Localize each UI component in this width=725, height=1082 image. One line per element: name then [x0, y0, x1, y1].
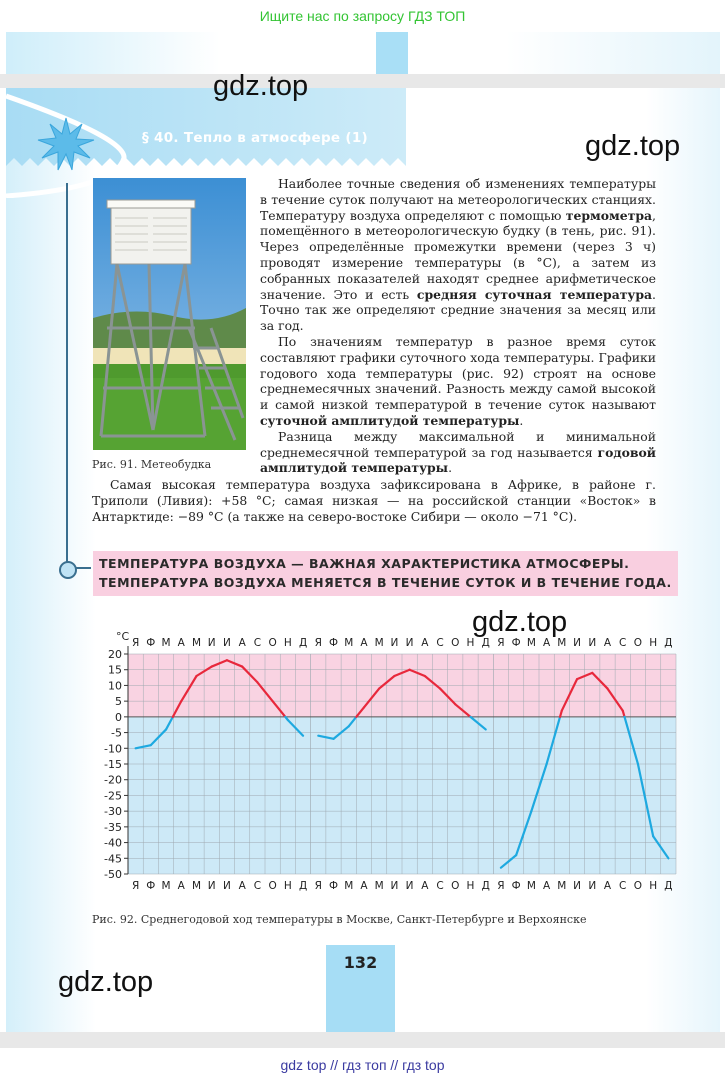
month-label-top: Ф [146, 637, 156, 649]
section-title: § 40. Тепло в атмосфере (1) [142, 130, 369, 146]
month-label-top: И [390, 637, 399, 649]
month-label-top: Ф [511, 637, 521, 649]
month-label-bottom: А [238, 880, 246, 892]
month-label-top: И [588, 637, 597, 649]
page-gap-bottom [0, 1032, 725, 1048]
month-label-bottom: И [405, 880, 414, 892]
y-tick-label: -50 [104, 868, 122, 881]
promo-header[interactable]: Ищите нас по запросу ГДЗ ТОП [0, 0, 725, 32]
month-label-top: Н [466, 637, 475, 649]
y-axis-label: °С [116, 630, 130, 643]
month-label-bottom: О [451, 880, 460, 892]
watermark-2: gdz.top [585, 130, 681, 162]
month-label-top: Д [298, 637, 308, 649]
banner-line-1: ТЕМПЕРАТУРА ВОЗДУХА — ВАЖНАЯ ХАРАКТЕРИСТИКА АТМОСФЕРЫ. [99, 556, 630, 571]
y-tick-label: -40 [104, 836, 122, 850]
month-label-bottom: Ф [511, 880, 521, 892]
month-label-bottom: И [573, 880, 581, 892]
month-label-top: Н [649, 637, 658, 649]
month-label-bottom: М [557, 880, 567, 892]
key-idea-banner [93, 551, 678, 596]
month-label-top: Ф [328, 637, 339, 649]
month-label-top: С [253, 637, 262, 649]
page-number: 132 [326, 945, 395, 1032]
month-label-top: И [405, 637, 414, 649]
month-label-top: М [161, 637, 171, 649]
paragraph-4: Самая высокая температура воздуха зафиксирована в Африке, в районе г. Триполи (Ливия): +58 °С; самая низкая — на российской станции «Восток» в Антарктиде: −89 °С (а также на северо-востоке Сибири — около −71 °С). [92, 477, 656, 524]
month-label-bottom: М [191, 880, 202, 892]
month-label-top: М [191, 637, 202, 649]
month-label-top: А [360, 637, 368, 649]
y-tick-label: -35 [104, 820, 122, 834]
month-label-bottom: С [619, 880, 627, 892]
y-tick-label: 5 [115, 695, 122, 709]
month-label-bottom: Ф [328, 880, 339, 892]
timeline-line [66, 183, 68, 568]
timeline-dot [59, 561, 77, 579]
month-label-bottom: Д [664, 880, 673, 892]
month-label-top: Н [283, 637, 292, 649]
month-label-bottom: Н [466, 880, 475, 892]
y-tick-label: -20 [104, 773, 122, 787]
month-label-bottom: И [390, 880, 399, 892]
month-label-bottom: М [161, 880, 171, 892]
month-label-top: А [543, 637, 551, 649]
month-label-top: М [344, 637, 354, 649]
month-label-top: М [557, 637, 567, 649]
month-label-bottom: А [543, 880, 551, 892]
y-tick-label: 10 [108, 679, 122, 693]
month-label-top: Я [131, 637, 140, 649]
watermark-3: gdz.top [472, 606, 568, 638]
month-label-bottom: М [344, 880, 354, 892]
y-tick-label: -30 [104, 805, 122, 819]
month-label-bottom: М [526, 880, 536, 892]
month-label-top: М [526, 637, 536, 649]
footer-links[interactable]: gdz top // гдз топ // гдз top [0, 1048, 725, 1082]
month-label-top: Я [314, 637, 322, 649]
month-label-bottom: А [421, 880, 429, 892]
month-label-bottom: О [268, 880, 277, 892]
month-label-bottom: Н [283, 880, 292, 892]
y-tick-label: -15 [104, 758, 122, 771]
month-label-top: О [451, 637, 460, 649]
month-label-bottom: С [253, 880, 262, 892]
y-tick-label: -45 [104, 852, 122, 866]
y-tick-label: 15 [108, 663, 122, 677]
month-label-bottom: О [633, 880, 643, 892]
paragraph-1: Наиболее точные сведения об изменениях температуры в течение суток получают на метеорологических станциях. Температуру воздуха определяют с помощью термометра, помещённого в метеорологическую будку (в тень, рис. 91). Через определённые промежутки времени (через 3 ч) проводят измерение температуры (в °С), а затем из собранных показателей находят среднее арифметическое значение. Это и есть средняя суточная температура. Точно так же определяют средние значения за месяц или за год. [260, 176, 656, 334]
month-label-bottom: И [223, 880, 231, 892]
month-label-top: С [619, 637, 627, 649]
month-label-bottom: И [207, 880, 216, 892]
month-label-bottom: Н [649, 880, 658, 892]
page-gap [0, 74, 725, 88]
month-label-top: О [268, 637, 277, 649]
figure-91-caption: Рис. 91. Метеобудка [92, 458, 212, 471]
month-label-bottom: А [360, 880, 368, 892]
month-label-bottom: М [374, 880, 384, 892]
month-label-top: Я [497, 637, 505, 649]
month-label-top: О [633, 637, 643, 649]
month-label-bottom: Ф [146, 880, 156, 892]
paragraph-3: Разница между максимальной и минимальной среднемесячной температурой за год называется годовой амплитудой температуры. [260, 428, 656, 476]
month-label-bottom: Я [497, 880, 505, 892]
month-label-top: А [603, 637, 612, 649]
month-label-top: И [573, 637, 581, 649]
month-label-top: Д [481, 637, 490, 649]
y-tick-label: -10 [104, 742, 122, 756]
month-label-bottom: Я [314, 880, 322, 892]
banner-line-2: ТЕМПЕРАТУРА ВОЗДУХА МЕНЯЕТСЯ В ТЕЧЕНИЕ СУТОК И В ТЕЧЕНИЕ ГОДА. [99, 575, 672, 590]
month-label-bottom: С [436, 880, 444, 892]
temperature-chart [96, 626, 686, 916]
month-label-bottom: А [603, 880, 612, 892]
month-label-top: Д [664, 637, 673, 649]
month-label-top: М [374, 637, 384, 649]
weather-station-photo [93, 178, 246, 450]
month-label-bottom: Я [131, 880, 140, 892]
month-label-top: А [177, 637, 185, 649]
text-block-right [260, 176, 656, 476]
month-label-top: А [421, 637, 429, 649]
month-label-top: А [238, 637, 246, 649]
month-label-bottom: Д [298, 880, 308, 892]
month-label-top: С [436, 637, 444, 649]
text-block-full [92, 477, 656, 524]
month-label-bottom: А [177, 880, 185, 892]
month-label-top: И [223, 637, 231, 649]
month-label-bottom: Д [481, 880, 490, 892]
y-tick-label: -5 [111, 726, 122, 740]
figure-92-caption: Рис. 92. Среднегодовой ход температуры в Москве, Санкт-Петербурге и Верхоянске [92, 913, 587, 926]
watermark-4: gdz.top [58, 966, 154, 998]
month-label-top: И [207, 637, 216, 649]
watermark-1: gdz.top [213, 70, 309, 102]
y-tick-label: 20 [108, 648, 122, 661]
y-tick-label: -25 [104, 789, 122, 803]
month-label-bottom: И [588, 880, 597, 892]
paragraph-2: По значениям температур в разное время суток составляют графики суточного хода температуры. Графики годового хода температуры (рис. 92) строят на основе среднемесячных значений. Разность между самой высокой и самой низкой температурой в течение суток называют суточной амплитудой температуры. [260, 333, 656, 428]
y-tick-label: 0 [115, 710, 122, 724]
previous-page-edge [6, 32, 720, 74]
